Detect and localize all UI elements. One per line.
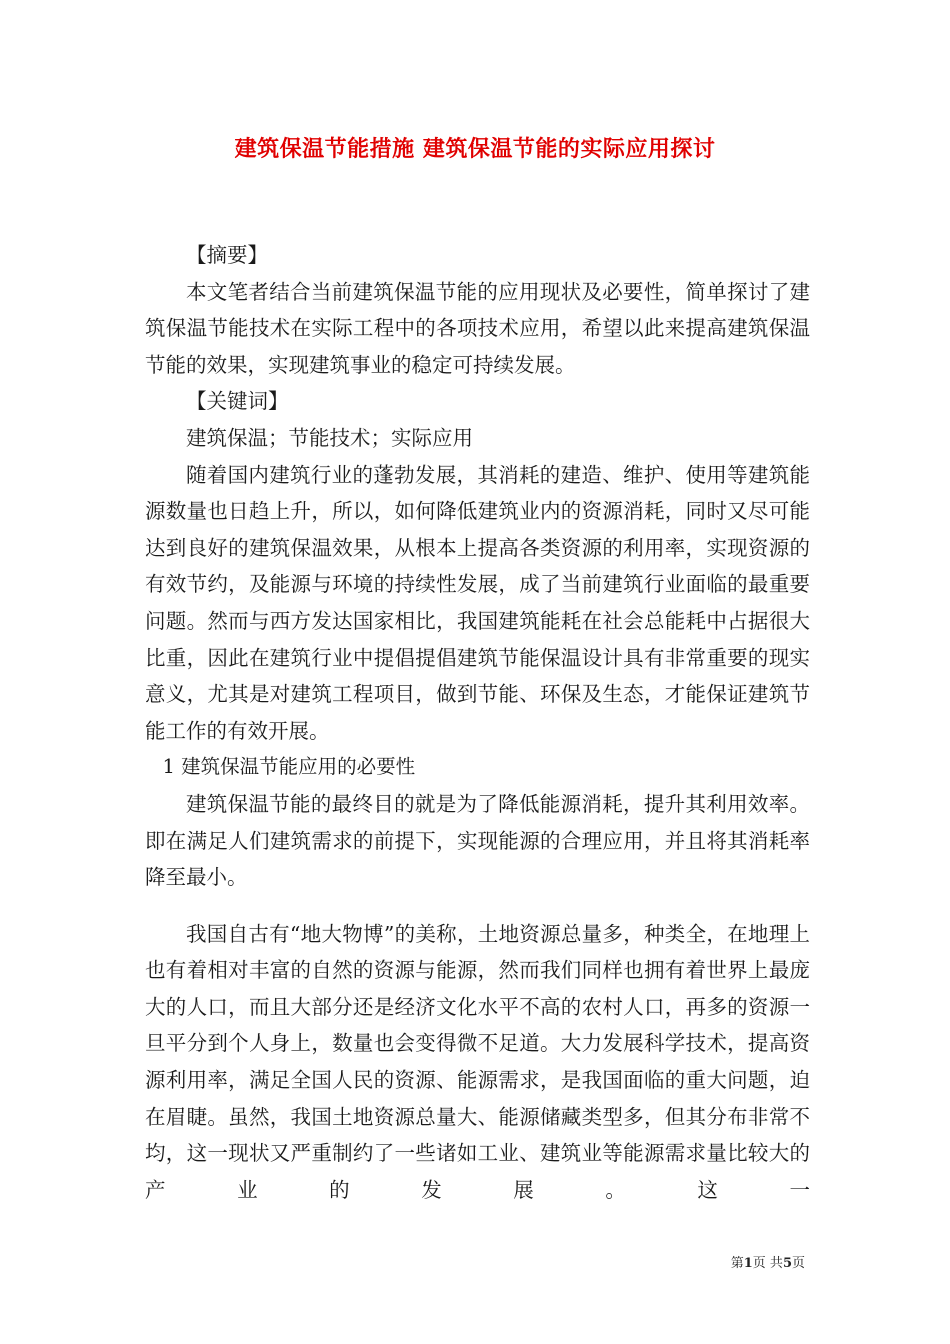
footer-prefix: 第 <box>730 1256 744 1271</box>
document-title: 建筑保温节能措施 建筑保温节能的实际应用探讨 <box>234 136 716 162</box>
intro-paragraph: 随着国内建筑行业的蓬勃发展，其消耗的建造、维护、使用等建筑能源数量也日趋上升，所以，如何降低建筑业内的资源消耗，同时又尽可能达到良好的建筑保温效果，从根本上提高各类资源的利用率，实现资源的有效节约，及能源与环境的持续性发展，成了当前建筑行业面临的最重要问题。然而与西方发达国家相比，我国建筑能耗在社会总能耗中占据很大比重，因此在建筑行业中提倡提倡建筑节能保温设计具有非常重要的现实意义，尤其是对建筑工程项目，做到节能、环保及生态，才能保证建筑节能工作的有效开展。 <box>145 462 810 743</box>
keywords-heading: 【关键词】 <box>186 389 289 414</box>
section-1-paragraph-2: 我国自古有“地大物博”的美称，土地资源总量多，种类全，在地理上也有着相对丰富的自然的资源与能源，然而我们同样也拥有着世界上最庞大的人口，而且大部分还是经济文化水平不高的农村人口，再多的资源一旦平分到个人身上，数量也会变得微不足道。大力发展科学技术，提高资源利用率，满足全国人民的资源、能源需求，是我国面临的重大问题，迫在眉睫。虽然，我国土地资源总量大、能源储藏类型多，但其分布非常不均，这一现状又严重制约了一些诸如工业、建筑业等能源需求量比较大的产业的发展。这一 <box>145 921 810 1202</box>
paragraph-spacer <box>145 896 810 916</box>
section-1-paragraph-1: 建筑保温节能的最终目的就是为了降低能源消耗，提升其利用效率。即在满足人们建筑需求的前提下，实现能源的合理应用，并且将其消耗率降至最小。 <box>145 791 810 890</box>
footer-middle: 页 共 <box>752 1256 783 1271</box>
page-number-footer <box>731 1252 805 1271</box>
current-page-number: 1 <box>743 1256 753 1271</box>
abstract-heading: 【摘要】 <box>186 243 268 267</box>
keywords-paragraph: 建筑保温；节能技术；实际应用 <box>186 425 473 450</box>
footer-suffix: 页 <box>791 1256 805 1271</box>
section-1-heading: 1 建筑保温节能应用的必要性 <box>162 755 416 779</box>
abstract-paragraph: 本文笔者结合当前建筑保温节能的应用现状及必要性，简单探讨了建筑保温节能技术在实际工程中的各项技术应用，希望以此来提高建筑保温节能的效果，实现建筑事业的稳定可持续发展。 <box>145 279 810 377</box>
document-body <box>145 237 810 1208</box>
total-page-number: 5 <box>782 1256 792 1271</box>
